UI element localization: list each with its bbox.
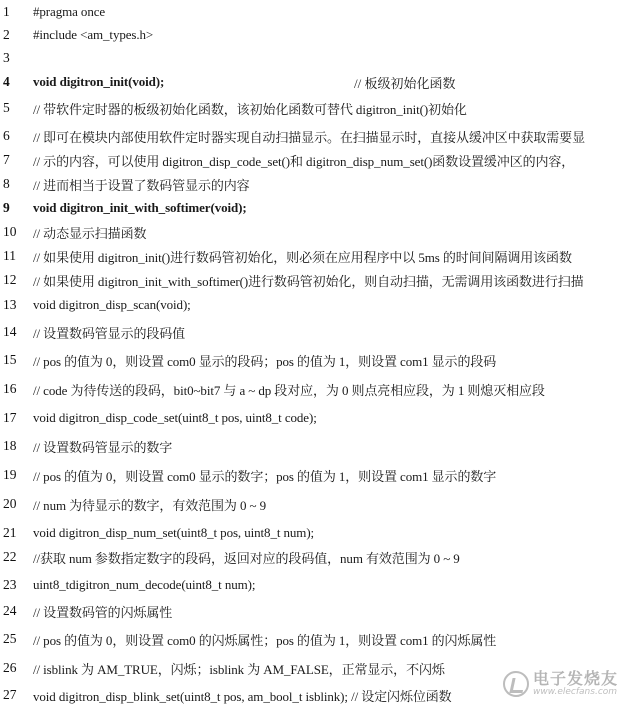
code-line-14 — [0, 320, 632, 344]
line-text: // pos 的值为 0，则设置 com0 显示的数字；pos 的值为 1，则设置 com1 显示的数字 — [33, 468, 497, 484]
code-line-13 — [0, 293, 632, 317]
code-line-22 — [0, 545, 632, 569]
line-text: // 即可在模块内部使用软件定时器实现自动扫描显示。在扫描显示时，直接从缓冲区中获取需要显 — [33, 129, 585, 145]
line-text: // 动态显示扫描函数 — [33, 225, 147, 241]
line-text: // code 为待传送的段码，bit0~bit7 与 a ~ dp 段对应，为 0 则点亮相应段，为 1 则熄灭相应段 — [33, 382, 545, 398]
code-line-16 — [0, 377, 632, 401]
line-number: 24 — [3, 603, 17, 618]
line-text: // 设置数码管显示的段码值 — [33, 325, 186, 341]
watermark — [503, 668, 618, 697]
line-number: 13 — [3, 297, 17, 312]
line-number: 16 — [3, 381, 17, 396]
elecfans-logo-icon — [503, 671, 529, 697]
line-number: 3 — [3, 50, 10, 65]
code-line-7 — [0, 148, 632, 172]
line-text: // 进而相当于设置了数码管显示的内容 — [33, 177, 250, 193]
code-line-9 — [0, 196, 632, 220]
line-text: // 带软件定时器的板级初始化函数，该初始化函数可替代 digitron_init()初始化 — [33, 101, 467, 117]
line-number: 20 — [3, 496, 17, 511]
code-line-4 — [0, 70, 632, 94]
line-text: uint8_tdigitron_num_decode(uint8_t num); — [33, 577, 256, 592]
line-text: //获取 num 参数指定数字的段码，返回对应的段码值，num 有效范围为 0 ~ 9 — [33, 550, 460, 566]
line-text: // num 为待显示的数字，有效范围为 0 ~ 9 — [33, 497, 267, 513]
line-number: 2 — [3, 27, 10, 42]
line-number: 5 — [3, 100, 10, 115]
line-text: // 如果使用 digitron_init_with_softimer()进行数码管初始化，则自动扫描，无需调用该函数进行扫描 — [33, 273, 584, 289]
line-number: 11 — [3, 248, 16, 263]
line-text: #pragma once — [33, 4, 106, 19]
line-number: 6 — [3, 128, 10, 143]
line-text: // 如果使用 digitron_init()进行数码管初始化，则必须在应用程序中以 5ms 的时间间隔调用该函数 — [33, 249, 572, 265]
line-text: // pos 的值为 0，则设置 com0 显示的段码；pos 的值为 1，则设置 com1 显示的段码 — [33, 353, 497, 369]
line-number: 9 — [3, 200, 10, 215]
line-number: 12 — [3, 272, 17, 287]
line-number: 7 — [3, 152, 10, 167]
code-line-23 — [0, 573, 632, 597]
line-text: // isblink 为 AM_TRUE，闪烁；isblink 为 AM_FALSE，正常显示，不闪烁 — [33, 661, 445, 677]
code-line-8 — [0, 172, 632, 196]
line-number: 25 — [3, 631, 17, 646]
line-number: 19 — [3, 467, 17, 482]
watermark-url: www.elecfans.com — [532, 686, 618, 697]
code-line-12 — [0, 268, 632, 292]
line-number: 21 — [3, 525, 17, 540]
line-number: 14 — [3, 324, 17, 339]
code-line-3 — [0, 46, 632, 70]
line-number: 26 — [3, 660, 17, 675]
line-number: 27 — [3, 687, 17, 702]
code-line-18 — [0, 434, 632, 458]
line-number: 18 — [3, 438, 17, 453]
line-number: 17 — [3, 410, 17, 425]
line-number: 8 — [3, 176, 10, 191]
line-number: 1 — [3, 4, 10, 19]
watermark-text — [532, 668, 618, 697]
code-line-2 — [0, 23, 632, 47]
code-line-25 — [0, 627, 632, 651]
code-line-19 — [0, 463, 632, 487]
line-text: void digitron_disp_num_set(uint8_t pos, uint8_t num); — [33, 525, 315, 540]
code-line-6 — [0, 124, 632, 148]
code-line-5 — [0, 96, 632, 120]
line-number: 23 — [3, 577, 17, 592]
code-line-10 — [0, 220, 632, 244]
code-line-11 — [0, 244, 632, 268]
line-text: void digitron_init(void); — [33, 74, 165, 89]
line-number: 22 — [3, 549, 17, 564]
line-comment: // 板级初始化函数 — [354, 75, 456, 91]
code-line-21 — [0, 521, 632, 545]
line-text: // 设置数码管的闪烁属性 — [33, 604, 173, 620]
line-text: // pos 的值为 0，则设置 com0 的闪烁属性；pos 的值为 1，则设置 com1 的闪烁属性 — [33, 632, 497, 648]
code-line-15 — [0, 348, 632, 372]
line-text: void digitron_disp_scan(void); — [33, 297, 191, 312]
line-number: 4 — [3, 74, 10, 89]
line-text: void digitron_disp_code_set(uint8_t pos, uint8_t code); — [33, 410, 317, 425]
line-text: void digitron_disp_blink_set(uint8_t pos, am_bool_t isblink); // 设定闪烁位函数 — [33, 688, 452, 704]
line-number: 10 — [3, 224, 17, 239]
code-line-20 — [0, 492, 632, 516]
code-line-24 — [0, 599, 632, 623]
line-number: 15 — [3, 352, 17, 367]
line-text: void digitron_init_with_softimer(void); — [33, 200, 247, 215]
line-text: #include <am_types.h> — [33, 27, 154, 42]
line-text: // 示的内容，可以使用 digitron_disp_code_set()和 digitron_disp_num_set()函数设置缓冲区的内容， — [33, 153, 575, 169]
code-line-17 — [0, 406, 632, 430]
watermark-name: 电子发烧友 — [532, 668, 618, 688]
line-text: // 设置数码管显示的数字 — [33, 439, 173, 455]
code-line-1 — [0, 0, 632, 24]
